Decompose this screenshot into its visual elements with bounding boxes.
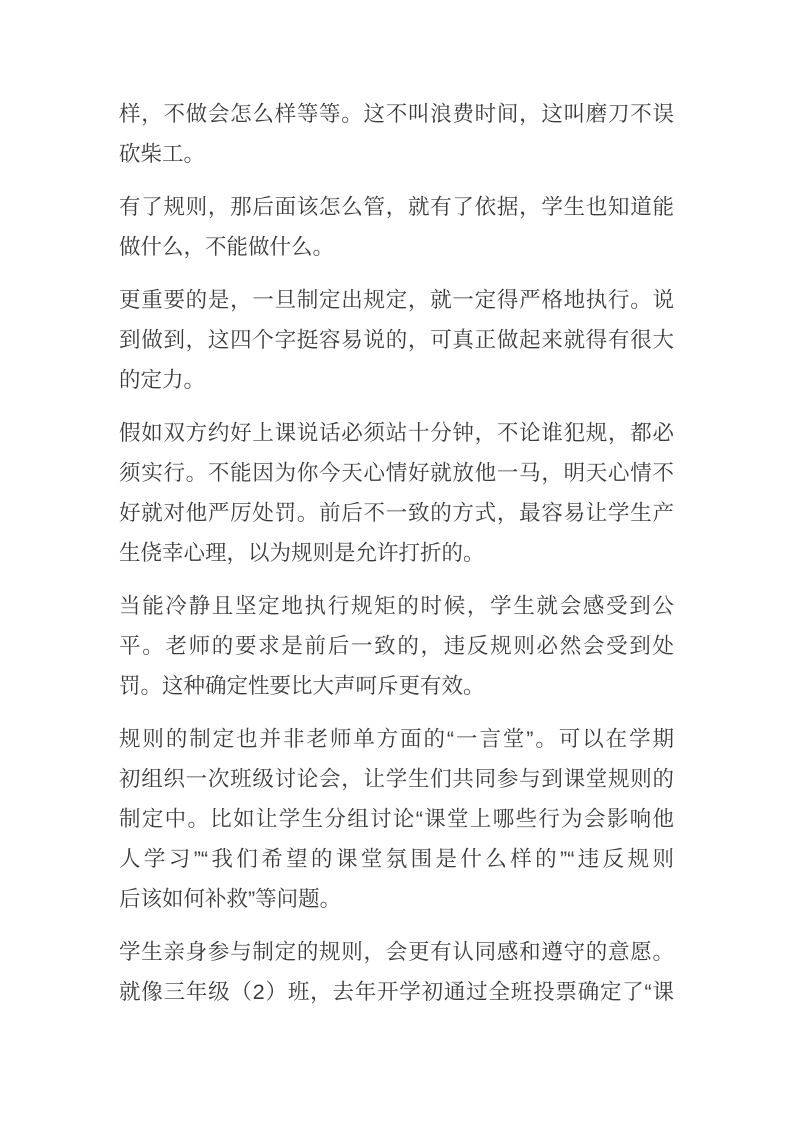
text-line: 规则的制定也并非老师单方面的“一言堂”。可以在学期: [119, 727, 674, 751]
text-line: 好就对他严厉处罚。前后不一致的方式，最容易让学生产: [119, 501, 674, 525]
text-line: 砍柴工。: [119, 142, 206, 166]
text-line: 假如双方约好上课说话必须站十分钟，不论谁犯规，都必: [119, 421, 674, 445]
text-line: 学生亲身参与制定的规则，会更有认同感和遵守的意愿。: [119, 940, 674, 964]
text-line: 制定中。比如让学生分组讨论“课堂上哪些行为会影响他: [119, 807, 674, 831]
document-content: [119, 94, 674, 1012]
paragraph-6: [119, 719, 674, 919]
text-line: 当能冷静且坚定地执行规矩的时候，学生就会感受到公: [119, 594, 674, 618]
text-line: 罚。这种确定性要比大声呵斥更有效。: [119, 674, 485, 698]
paragraph-3: [119, 280, 674, 400]
text-line: 后该如何补救”等问题。: [119, 887, 342, 911]
paragraph-2: [119, 187, 674, 267]
text-line: 人学习”“我们希望的课堂氛围是什么样的”“违反规则: [119, 847, 674, 871]
text-line: 平。老师的要求是前后一致的，违反规则必然会受到处: [119, 634, 674, 658]
text-line: 就像三年级（2）班，去年开学初通过全班投票确定了“课: [119, 980, 674, 1004]
paragraph-5: [119, 586, 674, 706]
text-line: 的定力。: [119, 368, 206, 392]
text-line: 生侥幸心理，以为规则是允许打折的。: [119, 541, 485, 565]
paragraph-1: [119, 94, 674, 174]
paragraph-7: [119, 932, 674, 1012]
text-line: 须实行。不能因为你今天心情好就放他一马，明天心情不: [119, 461, 674, 485]
text-line: 做什么，不能做什么。: [119, 235, 335, 259]
text-line: 有了规则，那后面该怎么管，就有了依据，学生也知道能: [119, 195, 674, 219]
text-line: 初组织一次班级讨论会，让学生们共同参与到课堂规则的: [119, 767, 674, 791]
paragraph-4: [119, 413, 674, 573]
text-line: 到做到，这四个字挺容易说的，可真正做起来就得有很大: [119, 328, 674, 352]
text-line: 更重要的是，一旦制定出规定，就一定得严格地执行。说: [119, 288, 674, 312]
text-line: 样，不做会怎么样等等。这不叫浪费时间，这叫磨刀不误: [119, 102, 674, 126]
